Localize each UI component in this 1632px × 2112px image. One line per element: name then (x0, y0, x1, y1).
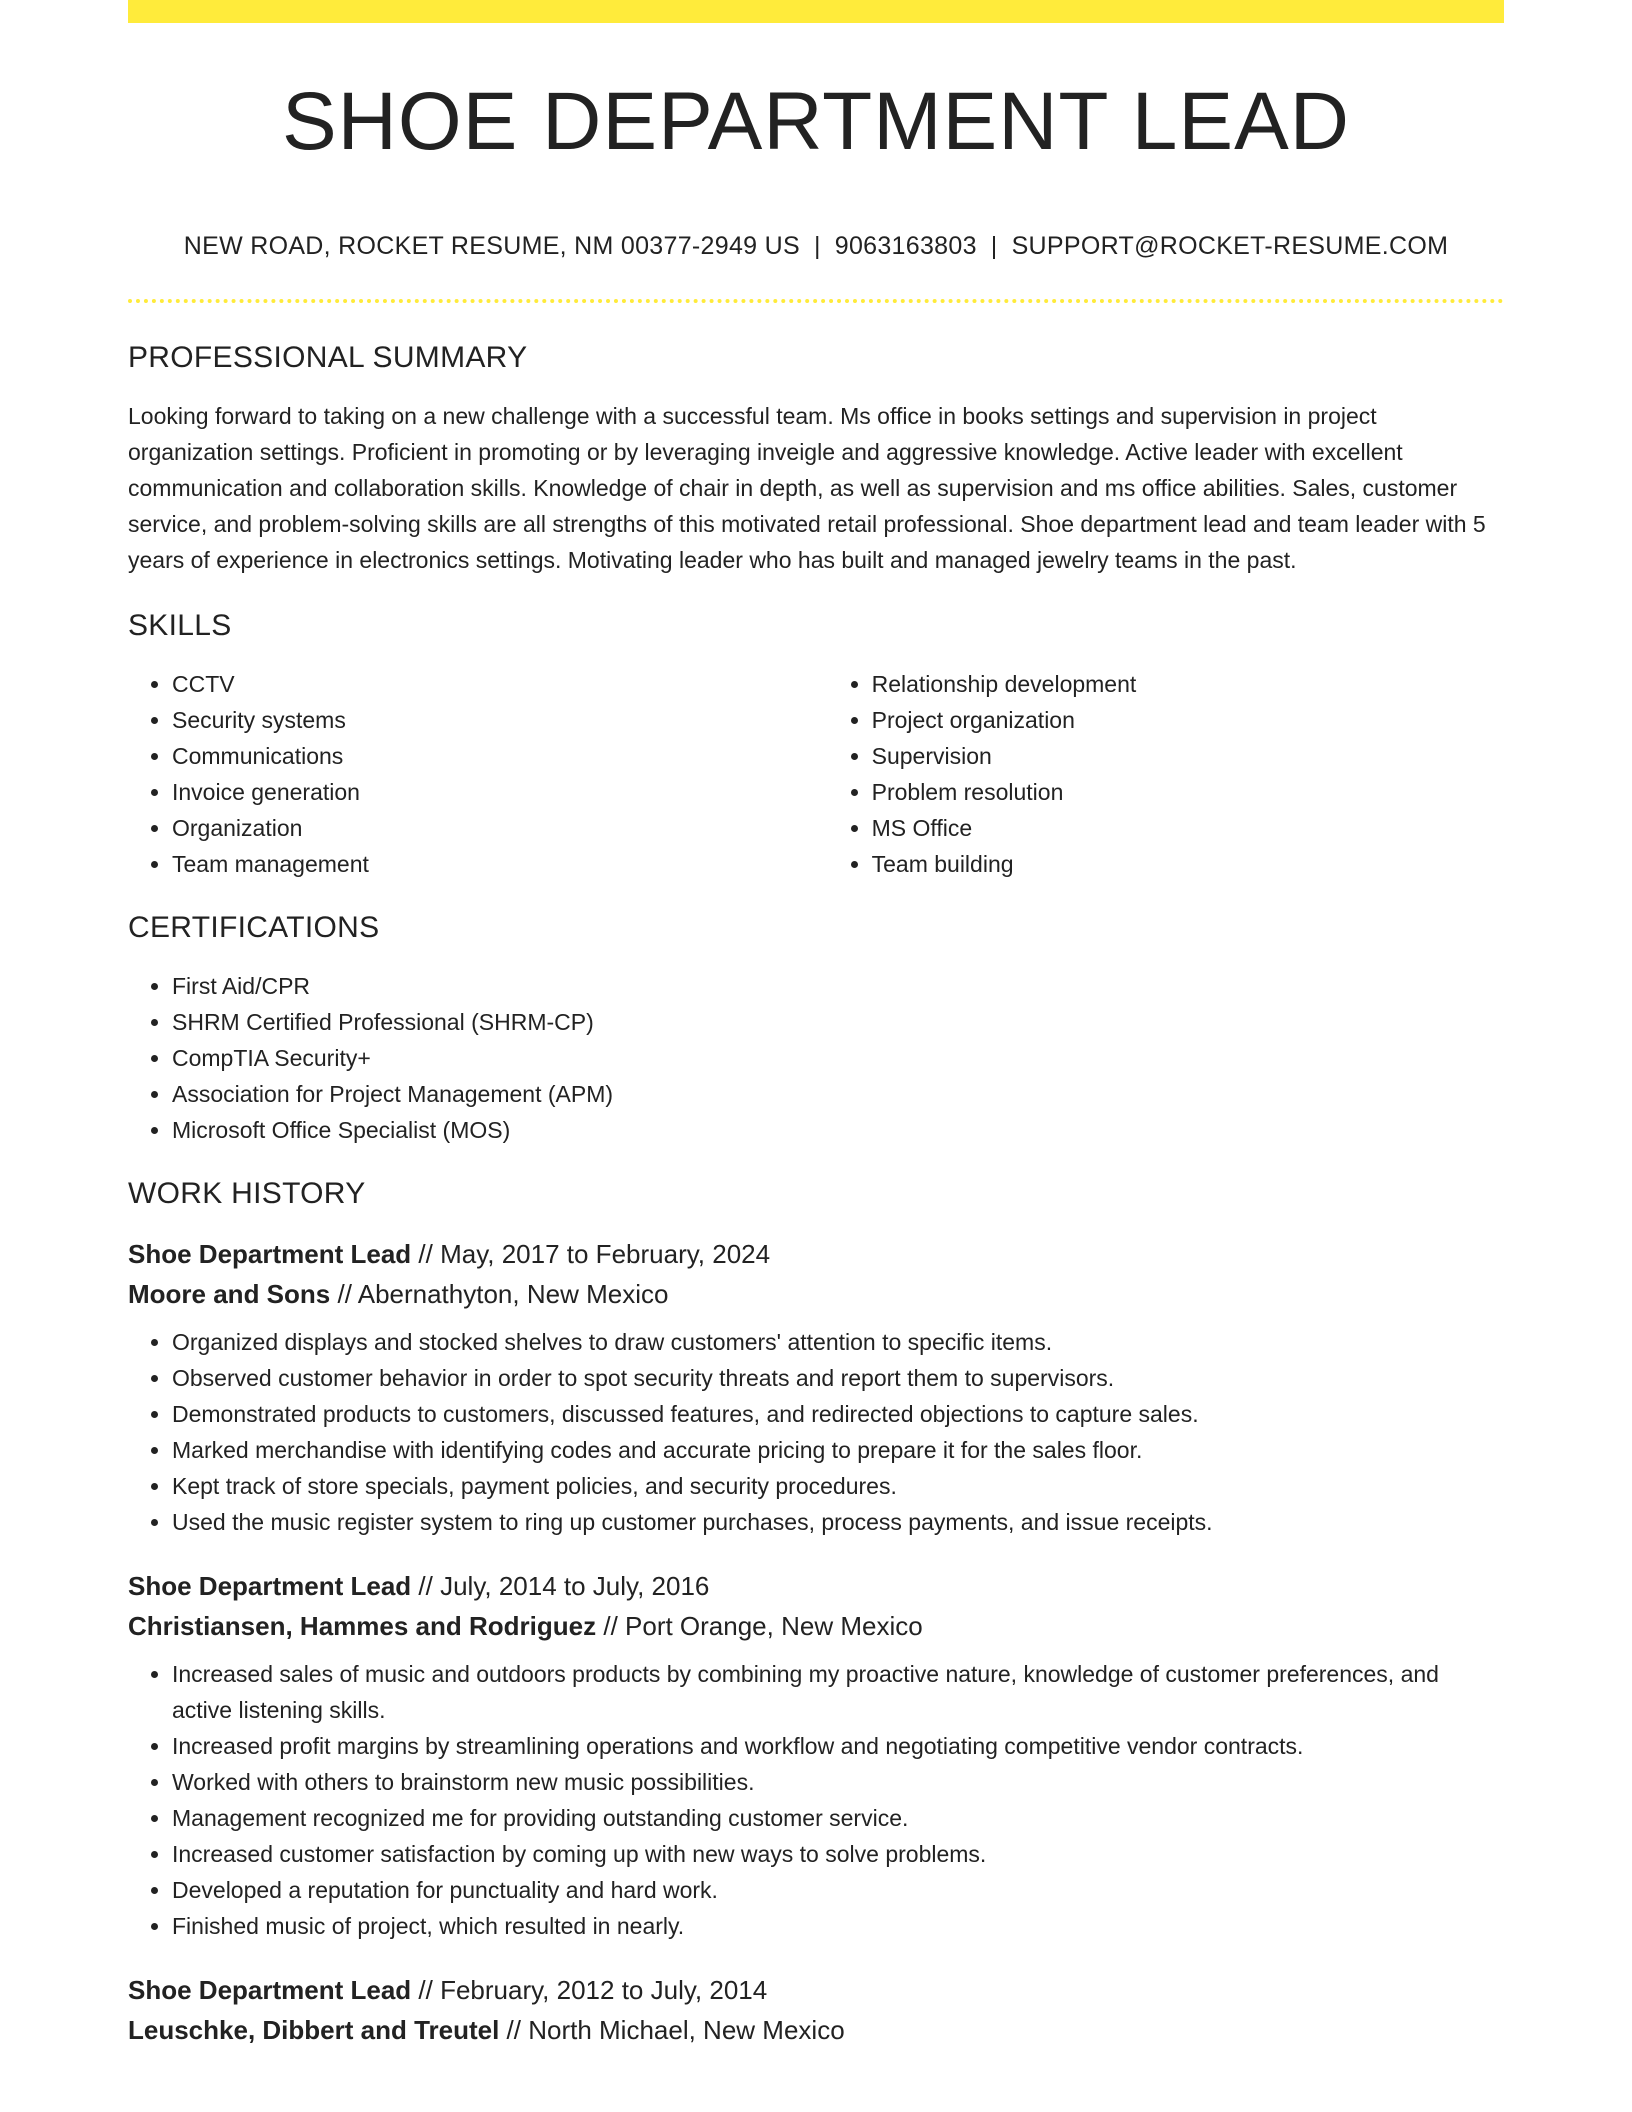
certification-item: • Microsoft Office Specialist (MOS) (172, 1112, 1504, 1148)
skill-item: • MS Office (872, 810, 1504, 846)
job-bullet: • Demonstrated products to customers, discussed features, and redirected objections to capture sales. (172, 1396, 1504, 1432)
contact-address: NEW ROAD, ROCKET RESUME, NM 00377-2949 US (183, 232, 800, 260)
skill-item: • Team management (172, 846, 828, 882)
job-company-line (128, 2010, 1504, 2050)
job-bullet: • Worked with others to brainstorm new music possibilities. (172, 1764, 1504, 1800)
accent-bar (128, 0, 1504, 23)
dotted-divider (128, 299, 1504, 303)
skill-item: • Organization (172, 810, 828, 846)
job-dates: // February, 2012 to July, 2014 (418, 1975, 768, 2005)
job-bullet: • Used the music register system to ring up customer purchases, process payments, and issue receipts. (172, 1504, 1504, 1540)
job-dates: // July, 2014 to July, 2016 (418, 1571, 710, 1601)
job-title-line (128, 1234, 1504, 1274)
job-bullet: • Organized displays and stocked shelves to draw customers' attention to specific items. (172, 1324, 1504, 1360)
resume-page (128, 0, 1504, 2050)
summary-heading: PROFESSIONAL SUMMARY (128, 341, 528, 374)
certifications-section (128, 910, 1504, 1148)
job-title: Shoe Department Lead (128, 1975, 412, 2005)
job-entry (128, 1970, 1504, 2050)
job-entry (128, 1234, 1504, 1540)
skill-item: • Invoice generation (172, 774, 828, 810)
certification-item: • Association for Project Management (APM) (172, 1076, 1504, 1112)
work-history-heading: WORK HISTORY (128, 1177, 366, 1210)
certifications-list (128, 968, 1504, 1148)
job-bullets (128, 1656, 1504, 1944)
skills-list-left (128, 666, 828, 882)
job-bullet: • Management recognized me for providing outstanding customer service. (172, 1800, 1504, 1836)
contact-line (128, 231, 1504, 261)
contact-separator: | (813, 232, 821, 260)
job-bullet: • Increased profit margins by streamlining operations and workflow and negotiating competitive vendor contracts. (172, 1728, 1504, 1764)
skill-item: • Project organization (872, 702, 1504, 738)
skills-heading: SKILLS (128, 609, 232, 642)
job-company: Christiansen, Hammes and Rodriguez (128, 1611, 597, 1641)
job-bullet: • Developed a reputation for punctuality and hard work. (172, 1872, 1504, 1908)
job-company-line (128, 1274, 1504, 1314)
certification-item: • SHRM Certified Professional (SHRM-CP) (172, 1004, 1504, 1040)
resume-title: SHOE DEPARTMENT LEAD (281, 76, 1351, 167)
job-bullet: • Marked merchandise with identifying codes and accurate pricing to prepare it for the sales floor. (172, 1432, 1504, 1468)
job-title-line (128, 1970, 1504, 2010)
job-location: // Abernathyton, New Mexico (337, 1279, 669, 1309)
job-entry (128, 1566, 1504, 1944)
job-title: Shoe Department Lead (128, 1239, 412, 1269)
certification-item: • First Aid/CPR (172, 968, 1504, 1004)
contact-email: SUPPORT@ROCKET-RESUME.COM (1011, 232, 1449, 260)
skill-item: • CCTV (172, 666, 828, 702)
contact-separator: | (990, 232, 998, 260)
job-bullet: • Finished music of project, which resulted in nearly. (172, 1908, 1504, 1944)
work-history-section (128, 1176, 1504, 2050)
summary-text: Looking forward to taking on a new challenge with a successful team. Ms office in books settings and supervision in project organization settings. Proficient in promoting or by leveraging inveigle and aggressive knowledge. Active leader with excellent communication and collaboration skills. Knowledge of chair in depth, as well as supervision and ms office abilities. Sales, customer service, and problem-solving skills are all strengths of this motivated retail professional. Shoe department lead and team leader with 5 years of experience in electronics settings. Motivating leader who has built and managed jewelry teams in the past. (128, 403, 1486, 573)
skill-item: • Problem resolution (872, 774, 1504, 810)
job-bullet: • Increased sales of music and outdoors products by combining my proactive nature, knowledge of customer preferences, and active listening skills. (172, 1656, 1504, 1728)
skill-item: • Security systems (172, 702, 828, 738)
certifications-heading: CERTIFICATIONS (128, 911, 380, 944)
job-company-line (128, 1606, 1504, 1646)
skills-grid (128, 666, 1504, 882)
job-bullet: • Increased customer satisfaction by coming up with new ways to solve problems. (172, 1836, 1504, 1872)
job-location: // Port Orange, New Mexico (603, 1611, 923, 1641)
contact-phone: 9063163803 (834, 232, 977, 260)
skills-section (128, 608, 1504, 882)
skill-item: • Relationship development (872, 666, 1504, 702)
skill-item: • Supervision (872, 738, 1504, 774)
job-bullets (128, 1324, 1504, 1540)
skill-item: • Team building (872, 846, 1504, 882)
job-company: Moore and Sons (128, 1279, 331, 1309)
skills-list-right (828, 666, 1504, 882)
summary-section (128, 340, 1504, 578)
job-title-line (128, 1566, 1504, 1606)
job-bullet: • Observed customer behavior in order to spot security threats and report them to supervisors. (172, 1360, 1504, 1396)
job-dates: // May, 2017 to February, 2024 (418, 1239, 771, 1269)
certification-item: • CompTIA Security+ (172, 1040, 1504, 1076)
skill-item: • Communications (172, 738, 828, 774)
job-bullet: • Kept track of store specials, payment policies, and security procedures. (172, 1468, 1504, 1504)
job-title: Shoe Department Lead (128, 1571, 412, 1601)
job-company: Leuschke, Dibbert and Treutel (128, 2015, 500, 2045)
job-location: // North Michael, New Mexico (506, 2015, 845, 2045)
